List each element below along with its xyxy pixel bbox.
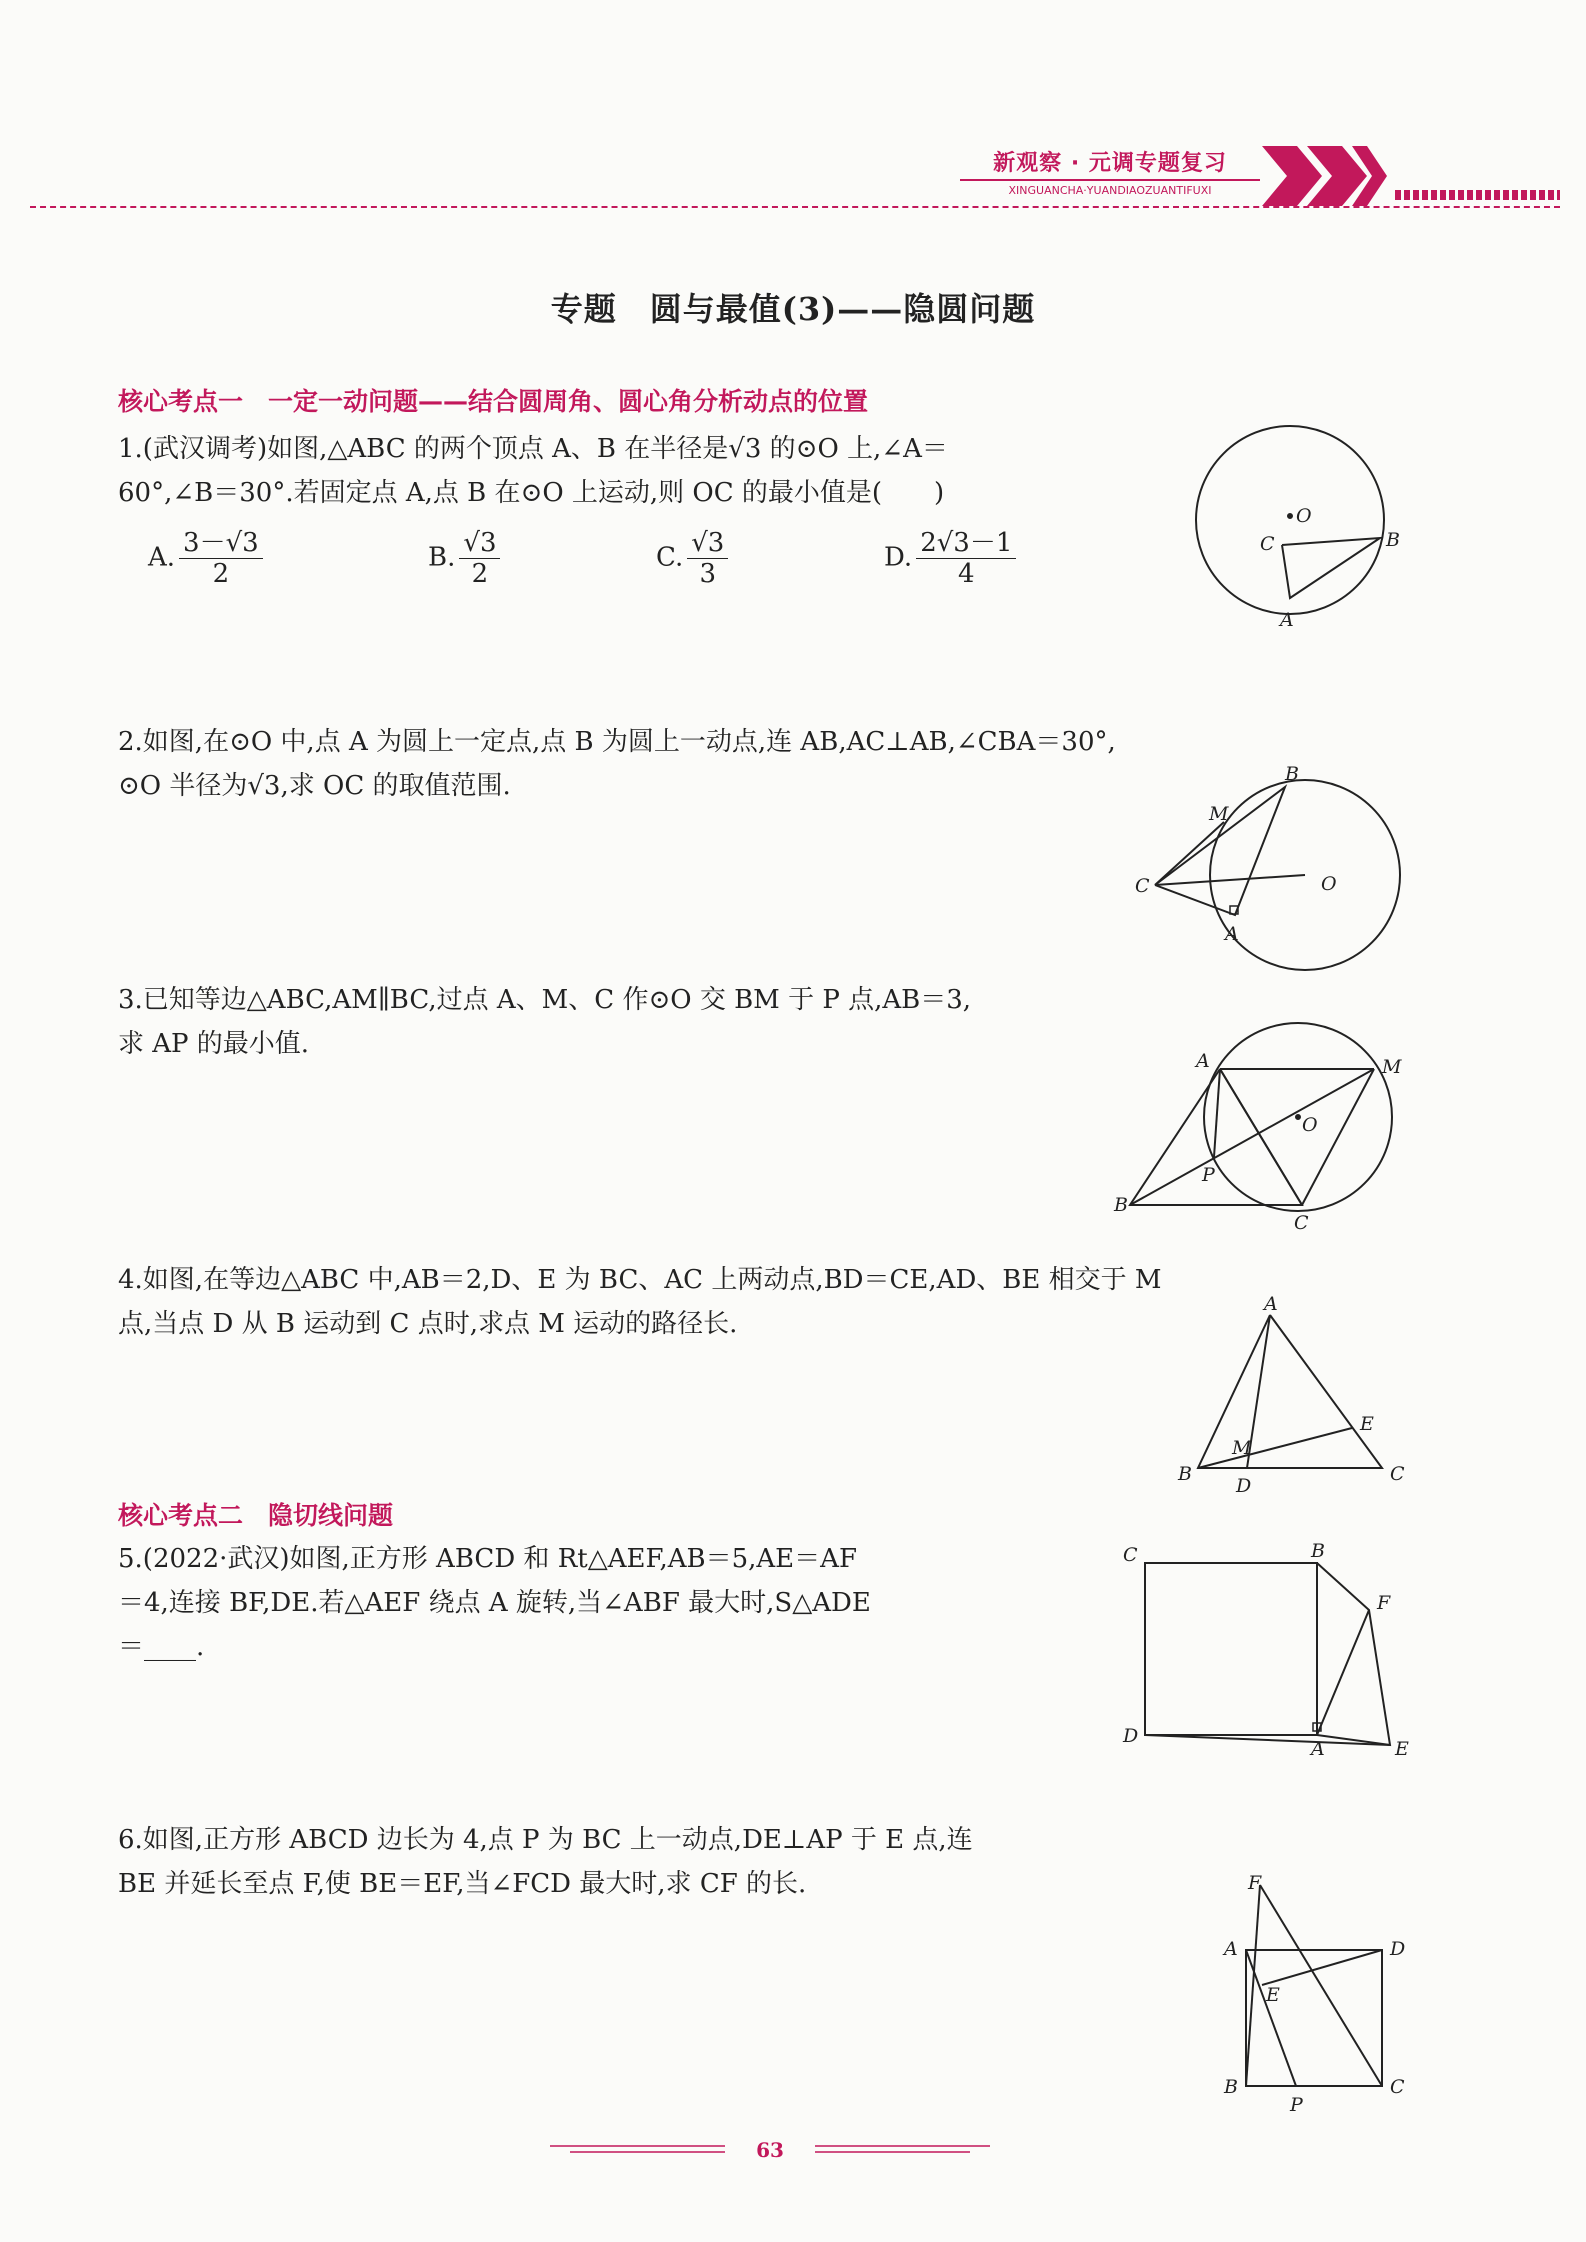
label-e: E <box>1395 1738 1409 1760</box>
label-a: A <box>1224 1938 1238 1960</box>
question-1-line-1: 1.(武汉调考)如图,△ABC 的两个顶点 A、B 在半径是√3 的⊙O 上,∠A＝ <box>118 434 948 464</box>
header-pattern-bar <box>1395 190 1560 200</box>
question-6-line-1: 6.如图,正方形 ABCD 边长为 4,点 P 为 BC 上一动点,DE⊥AP 于 E 点,连 <box>118 1825 973 1855</box>
page-number: 63 <box>756 2138 784 2162</box>
figure-3 <box>1110 1045 1410 1245</box>
question-1 <box>118 427 1158 515</box>
question-4-line-1: 4.如图,在等边△ABC 中,AB＝2,D、E 为 BC、AC 上两动点,BD＝CE,AD、BE 相交于 M <box>118 1265 1162 1295</box>
question-5-line-2: ＝4,连接 BF,DE.若△AEF 绕点 A 旋转,当∠ABF 最大时,S△ADE <box>118 1588 871 1618</box>
question-5-line-3: ＝____. <box>118 1632 205 1662</box>
label-a: A <box>1196 1050 1210 1072</box>
label-b: B <box>1178 1463 1192 1485</box>
question-5-line-1: 5.(2022·武汉)如图,正方形 ABCD 和 Rt△AEF,AB＝5,AE＝AF <box>118 1544 857 1574</box>
question-6-line-2: BE 并延长至点 F,使 BE＝EF,当∠FCD 最大时,求 CF 的长. <box>118 1869 807 1899</box>
label-m: M <box>1232 1437 1252 1459</box>
label-d: D <box>1236 1475 1252 1497</box>
question-6 <box>118 1818 1218 1906</box>
label-e: E <box>1360 1413 1374 1435</box>
label-m: M <box>1209 803 1229 825</box>
label-o: O <box>1302 1114 1318 1136</box>
question-2-line-1: 2.如图,在⊙O 中,点 A 为圆上一定点,点 B 为圆上一动点,连 AB,AC⊥AB,∠CBA＝30°, <box>118 727 1116 757</box>
header-dashed-rule <box>30 206 1560 208</box>
label-a: A <box>1225 923 1239 945</box>
page-footer <box>550 2130 990 2190</box>
figure-2 <box>1125 760 1415 970</box>
label-c: C <box>1135 875 1150 897</box>
label-m: M <box>1382 1056 1402 1078</box>
figure-5 <box>1115 1535 1415 1765</box>
question-5 <box>118 1537 1098 1669</box>
section-heading-1: 核心考点一 一定一动问题——结合圆周角、圆心角分析动点的位置 <box>118 387 869 416</box>
question-1-line-2: 60°,∠B＝30°.若固定点 A,点 B 在⊙O 上运动,则 OC 的最小值是( ) <box>118 478 945 508</box>
figure-6 <box>1210 1872 1420 2116</box>
series-title: 新观察 · 元调专题复习 <box>993 151 1227 176</box>
triangle-abc <box>1282 538 1380 598</box>
circle-o <box>1196 426 1384 614</box>
figure-1 <box>1190 420 1400 640</box>
label-f: F <box>1377 1592 1391 1614</box>
label-c: C <box>1390 1463 1405 1485</box>
label-d: D <box>1123 1725 1139 1747</box>
option-b[interactable]: B. $\frac{√3}{2}$ <box>428 528 500 589</box>
question-3-line-2: 求 AP 的最小值. <box>118 1029 310 1059</box>
label-b: B <box>1285 763 1299 785</box>
label-c: C <box>1294 1212 1309 1234</box>
figure-4 <box>1170 1293 1420 1500</box>
option-a[interactable]: A. $\frac{3-√3}{2}$ <box>148 528 263 589</box>
page-title: 专题 圆与最值(3)——隐圆问题 <box>550 290 1036 328</box>
label-f: F <box>1248 1872 1262 1894</box>
center-dot <box>1288 514 1292 518</box>
section-heading-2: 核心考点二 隐切线问题 <box>118 1501 394 1530</box>
series-banner <box>960 146 1260 202</box>
label-p: P <box>1202 1164 1215 1186</box>
question-4-line-2: 点,当点 D 从 B 运动到 C 点时,求点 M 运动的路径长. <box>118 1309 738 1339</box>
label-c: C <box>1390 2076 1405 2098</box>
label-d: D <box>1390 1938 1406 1960</box>
square-abcd <box>1145 1563 1317 1735</box>
label-b: B <box>1114 1194 1128 1216</box>
question-3-line-1: 3.已知等边△ABC,AM∥BC,过点 A、M、C 作⊙O 交 BM 于 P 点,AB＝3, <box>118 985 972 1015</box>
label-c: C <box>1260 533 1275 555</box>
triangle-aef <box>1317 1563 1390 1745</box>
question-3 <box>118 978 1218 1066</box>
label-b: B <box>1311 1540 1325 1562</box>
label-e: E <box>1266 1984 1280 2006</box>
option-c[interactable]: C. $\frac{√3}{3}$ <box>656 528 728 589</box>
question-2-line-2: ⊙O 半径为√3,求 OC 的取值范围. <box>118 771 511 801</box>
chevron-arrows-icon <box>1262 146 1412 206</box>
label-b: B <box>1386 529 1400 551</box>
option-d[interactable]: D. $\frac{2√3-1}{4}$ <box>884 528 1016 589</box>
label-b: B <box>1224 2076 1238 2098</box>
series-subtitle: XINGUANCHA·YUANDIAOZUANTIFUXI <box>960 179 1260 197</box>
label-p: P <box>1290 2094 1303 2116</box>
label-a: A <box>1264 1293 1278 1315</box>
label-o: O <box>1296 505 1312 527</box>
label-a: A <box>1280 609 1294 631</box>
label-o: O <box>1321 873 1337 895</box>
label-a: A <box>1311 1738 1325 1760</box>
label-c: C <box>1123 1544 1138 1566</box>
